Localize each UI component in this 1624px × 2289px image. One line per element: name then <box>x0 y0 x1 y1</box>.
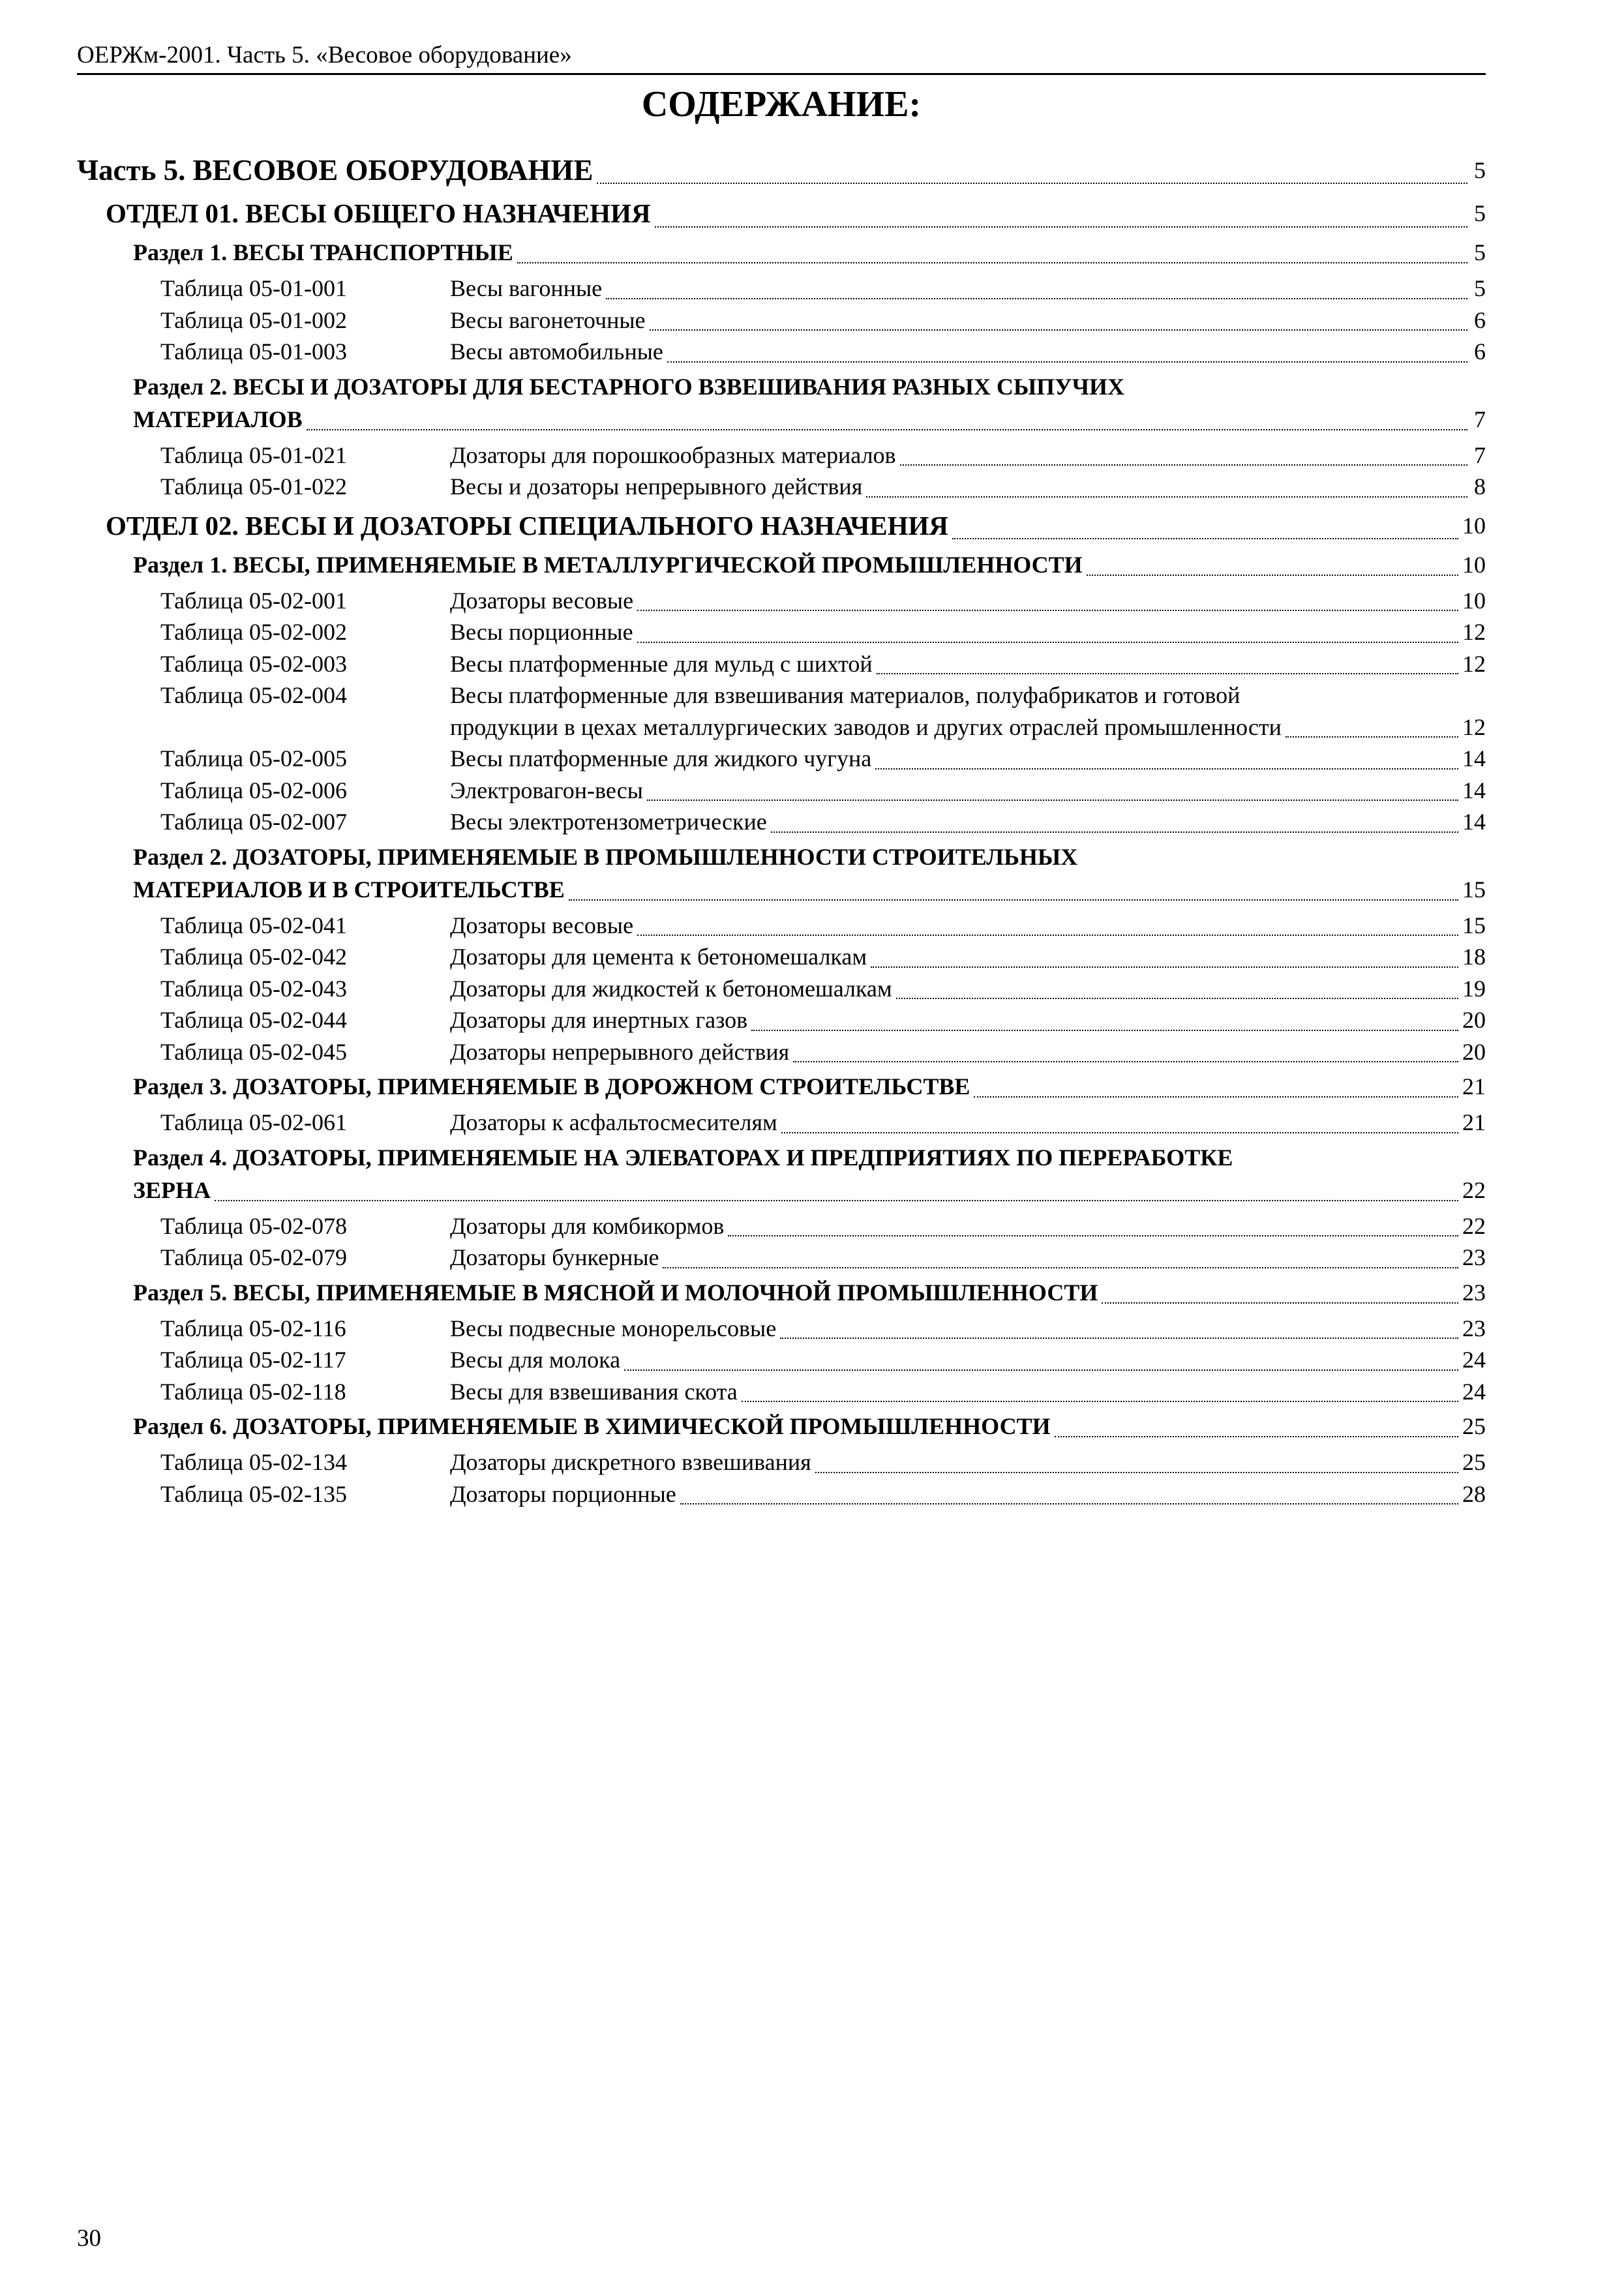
toc-page-number: 23 <box>1462 1315 1486 1341</box>
toc-page-number: 14 <box>1462 777 1486 803</box>
dot-leader <box>1055 1415 1458 1437</box>
table-list <box>77 910 1486 1068</box>
toc-entry-table[interactable] <box>77 273 1486 305</box>
table-code: Таблица 05-02-045 <box>160 1038 347 1065</box>
table-list <box>77 440 1486 503</box>
toc-page-number: 5 <box>1474 200 1486 226</box>
toc-entry-razdel[interactable] <box>77 548 1486 581</box>
table-of-contents <box>77 150 1486 1510</box>
table-list <box>77 1313 1486 1408</box>
table-code: Таблица 05-02-061 <box>160 1109 347 1135</box>
toc-entry-razdel[interactable] <box>77 1410 1486 1443</box>
table-code: Таблица 05-01-022 <box>160 473 347 500</box>
toc-entry-label: Раздел 1. ВЕСЫ, ПРИМЕНЯЕМЫЕ В МЕТАЛЛУРГИЧЕСКОЙ ПРОМЫШЛЕННОСТИ <box>133 551 1083 578</box>
table-title: Дозаторы порционные <box>450 1480 676 1507</box>
table-title: Дозаторы дискретного взвешивания <box>450 1449 811 1475</box>
table-title-line1: Весы платформенные для взвешивания материалов, полуфабрикатов и готовой <box>450 682 1241 708</box>
toc-entry-table[interactable] <box>77 1313 1486 1345</box>
dot-leader <box>663 1246 1458 1268</box>
toc-entry-table[interactable] <box>77 1376 1486 1408</box>
table-title: Дозаторы к асфальтосмесителям <box>450 1109 777 1135</box>
dot-leader <box>781 1111 1458 1133</box>
dot-leader <box>815 1450 1458 1473</box>
toc-entry-label: Раздел 6. ДОЗАТОРЫ, ПРИМЕНЯЕМЫЕ В ХИМИЧЕСКОЙ ПРОМЫШЛЕННОСТИ <box>133 1413 1051 1439</box>
table-code: Таблица 05-02-044 <box>160 1007 347 1033</box>
dot-leader <box>1087 553 1458 575</box>
dot-leader <box>655 202 1467 228</box>
toc-entry-table[interactable] <box>77 305 1486 337</box>
dot-leader <box>866 475 1467 497</box>
table-code: Таблица 05-02-117 <box>160 1347 346 1373</box>
dot-leader <box>793 1040 1458 1062</box>
table-code: Таблица 05-02-007 <box>160 809 347 835</box>
toc-entry-table[interactable] <box>77 1344 1486 1376</box>
page-title: СОДЕРЖАНИЕ: <box>641 84 922 125</box>
dot-leader <box>624 1348 1458 1370</box>
table-code: Таблица 05-02-001 <box>160 587 347 614</box>
table-list <box>77 585 1486 838</box>
toc-page-number: 5 <box>1474 157 1486 183</box>
toc-entry-otdel[interactable] <box>77 193 1486 233</box>
toc-entry-table[interactable] <box>77 910 1486 942</box>
toc-entry-razdel[interactable] <box>77 1070 1486 1103</box>
table-title: Весы порционные <box>450 619 633 645</box>
table-code: Таблица 05-02-005 <box>160 745 347 771</box>
dot-leader <box>307 408 1467 430</box>
toc-page-number: 10 <box>1462 587 1486 614</box>
toc-page-number: 12 <box>1462 650 1486 677</box>
toc-page-number: 6 <box>1474 338 1486 365</box>
table-code: Таблица 05-02-003 <box>160 650 347 677</box>
table-list <box>77 273 1486 368</box>
toc-entry-label: Раздел 1. ВЕСЫ ТРАНСПОРТНЫЕ <box>133 239 513 265</box>
toc-entry-label: Часть 5. ВЕСОВОЕ ОБОРУДОВАНИЕ <box>77 154 594 187</box>
table-title: Дозаторы для инертных газов <box>450 1007 748 1033</box>
table-code: Таблица 05-02-134 <box>160 1449 347 1475</box>
table-title: Весы автомобильные <box>450 338 663 365</box>
toc-entry-table[interactable] <box>77 680 1486 743</box>
table-code: Таблица 05-02-002 <box>160 619 347 645</box>
toc-entry-razdel[interactable] <box>77 236 1486 269</box>
toc-page-number: 22 <box>1462 1212 1486 1239</box>
dot-leader <box>637 589 1458 611</box>
page-number: 30 <box>77 2225 101 2252</box>
dot-leader <box>742 1380 1458 1402</box>
toc-page-number: 7 <box>1474 406 1486 432</box>
dot-leader <box>952 515 1458 540</box>
toc-page-number: 12 <box>1462 619 1486 645</box>
table-title: Дозаторы для жидкостей к бетономешалкам <box>450 975 892 1002</box>
toc-page-number: 5 <box>1474 239 1486 265</box>
toc-page-number: 28 <box>1462 1480 1486 1507</box>
toc-entry-table[interactable] <box>77 1210 1486 1242</box>
toc-entry-table[interactable] <box>77 648 1486 680</box>
toc-page-number: 15 <box>1462 876 1486 903</box>
toc-entry-part[interactable] <box>77 150 1486 190</box>
dot-leader <box>606 277 1467 299</box>
dot-leader <box>667 340 1467 362</box>
toc-entry-label-line1: Раздел 2. ВЕСЫ И ДОЗАТОРЫ ДЛЯ БЕСТАРНОГО ВЗВЕШИВАНИЯ РАЗНЫХ СЫПУЧИХ <box>133 373 1125 400</box>
toc-page-number: 22 <box>1462 1176 1486 1203</box>
toc-entry-label-line2: ЗЕРНА <box>133 1176 211 1203</box>
toc-page-number: 24 <box>1462 1378 1486 1405</box>
toc-entry-razdel[interactable] <box>77 370 1486 436</box>
toc-page-number: 19 <box>1462 975 1486 1002</box>
table-code: Таблица 05-02-118 <box>160 1378 346 1405</box>
toc-page-number: 7 <box>1474 441 1486 468</box>
toc-page-number: 24 <box>1462 1347 1486 1373</box>
dot-leader <box>974 1075 1458 1098</box>
toc-page-number: 20 <box>1462 1007 1486 1033</box>
dot-leader <box>637 914 1458 936</box>
table-title: Дозаторы весовые <box>450 912 634 938</box>
toc-entry-table[interactable] <box>77 941 1486 973</box>
toc-entry-razdel[interactable] <box>77 1276 1486 1309</box>
toc-entry-table[interactable] <box>77 336 1486 368</box>
toc-entry-table[interactable] <box>77 1478 1486 1510</box>
toc-page-number: 10 <box>1462 512 1486 539</box>
toc-entry-label-line2: МАТЕРИАЛОВ <box>133 406 303 432</box>
toc-entry-table[interactable] <box>77 440 1486 471</box>
toc-entry-label-line1: Раздел 2. ДОЗАТОРЫ, ПРИМЕНЯЕМЫЕ В ПРОМЫШЛЕННОСТИ СТРОИТЕЛЬНЫХ <box>133 843 1078 870</box>
dot-leader <box>650 308 1467 331</box>
table-title: Электровагон-весы <box>450 777 643 803</box>
toc-page-number: 23 <box>1462 1244 1486 1270</box>
toc-entry-table[interactable] <box>77 806 1486 838</box>
toc-entry-table[interactable] <box>77 973 1486 1005</box>
table-title: Дозаторы для цемента к бетономешалкам <box>450 944 867 970</box>
table-title: Дозаторы для комбикормов <box>450 1212 725 1239</box>
header-rule <box>77 73 1486 75</box>
toc-entry-table[interactable] <box>77 471 1486 503</box>
table-code: Таблица 05-01-001 <box>160 275 347 301</box>
dot-leader <box>1286 715 1458 738</box>
running-header: ОЕРЖм-2001. Часть 5. «Весовое оборудование» <box>77 42 572 68</box>
toc-entry-razdel[interactable] <box>77 1141 1486 1206</box>
dot-leader <box>680 1482 1458 1504</box>
dot-leader <box>637 620 1458 642</box>
toc-page-number: 10 <box>1462 551 1486 578</box>
table-code: Таблица 05-02-042 <box>160 944 347 970</box>
table-list <box>77 1210 1486 1274</box>
table-list <box>77 1107 1486 1139</box>
table-title: Весы для молока <box>450 1347 621 1373</box>
dot-leader <box>647 779 1458 801</box>
table-title: Весы вагонные <box>450 275 603 301</box>
table-title: Весы электротензометрические <box>450 809 767 835</box>
toc-page-number: 8 <box>1474 473 1486 500</box>
toc-page-number: 21 <box>1462 1073 1486 1100</box>
table-title: продукции в цехах металлургических заводов и других отраслей промышленности <box>450 713 1282 740</box>
toc-entry-table[interactable] <box>77 1004 1486 1036</box>
toc-page-number: 25 <box>1462 1413 1486 1439</box>
toc-entry-label: Раздел 5. ВЕСЫ, ПРИМЕНЯЕМЫЕ В МЯСНОЙ И МОЛОЧНОЙ ПРОМЫШЛЕННОСТИ <box>133 1279 1098 1306</box>
table-title: Весы подвесные монорельсовые <box>450 1315 777 1341</box>
toc-page-number: 12 <box>1462 713 1486 740</box>
table-title: Весы для взвешивания скота <box>450 1378 738 1405</box>
toc-page-number: 5 <box>1474 275 1486 301</box>
dot-leader <box>900 443 1467 466</box>
toc-entry-label: Раздел 3. ДОЗАТОРЫ, ПРИМЕНЯЕМЫЕ В ДОРОЖНОМ СТРОИТЕЛЬСТВЕ <box>133 1073 970 1100</box>
dot-leader <box>517 241 1467 263</box>
dot-leader <box>728 1214 1458 1236</box>
toc-page-number: 14 <box>1462 809 1486 835</box>
toc-entry-label-line1: Раздел 4. ДОЗАТОРЫ, ПРИМЕНЯЕМЫЕ НА ЭЛЕВАТОРАХ И ПРЕДПРИЯТИЯХ ПО ПЕРЕРАБОТКЕ <box>133 1144 1233 1171</box>
dot-leader <box>877 652 1458 674</box>
dot-leader <box>751 1008 1458 1030</box>
dot-leader <box>771 810 1458 832</box>
dot-leader <box>597 157 1467 185</box>
table-code: Таблица 05-02-135 <box>160 1480 347 1507</box>
toc-page-number: 20 <box>1462 1038 1486 1065</box>
toc-entry-table[interactable] <box>77 1036 1486 1068</box>
toc-entry-table[interactable] <box>77 743 1486 775</box>
toc-entry-table[interactable] <box>77 585 1486 617</box>
table-code: Таблица 05-02-116 <box>160 1315 346 1341</box>
table-title: Весы платформенные для жидкого чугуна <box>450 745 872 771</box>
toc-entry-table[interactable] <box>77 1107 1486 1139</box>
toc-entry-otdel[interactable] <box>77 505 1486 546</box>
toc-page-number: 6 <box>1474 307 1486 333</box>
table-list <box>77 1446 1486 1510</box>
toc-entry-label: ОТДЕЛ 02. ВЕСЫ И ДОЗАТОРЫ СПЕЦИАЛЬНОГО НАЗНАЧЕНИЯ <box>106 510 949 541</box>
toc-entry-table[interactable] <box>77 1242 1486 1274</box>
table-code: Таблица 05-02-041 <box>160 912 347 938</box>
table-title: Весы платформенные для мульд с шихтой <box>450 650 873 677</box>
toc-entry-label-line2: МАТЕРИАЛОВ И В СТРОИТЕЛЬСТВЕ <box>133 876 565 903</box>
dot-leader <box>569 878 1458 900</box>
toc-page-number: 14 <box>1462 745 1486 771</box>
dot-leader <box>1102 1281 1458 1303</box>
table-title: Дозаторы бункерные <box>450 1244 659 1270</box>
table-title: Весы вагонеточные <box>450 307 646 333</box>
toc-page-number: 15 <box>1462 912 1486 938</box>
table-title: Дозаторы для порошкообразных материалов <box>450 441 896 468</box>
dot-leader <box>875 747 1458 769</box>
toc-entry-razdel[interactable] <box>77 841 1486 906</box>
table-code: Таблица 05-01-002 <box>160 307 347 333</box>
dot-leader <box>780 1317 1458 1339</box>
table-title: Дозаторы весовые <box>450 587 634 614</box>
toc-page-number: 18 <box>1462 944 1486 970</box>
dot-leader <box>215 1178 1458 1201</box>
table-code: Таблица 05-02-004 <box>160 682 347 708</box>
table-code: Таблица 05-02-043 <box>160 975 347 1002</box>
toc-entry-label: ОТДЕЛ 01. ВЕСЫ ОБЩЕГО НАЗНАЧЕНИЯ <box>106 198 651 228</box>
table-code: Таблица 05-01-021 <box>160 441 347 468</box>
dot-leader <box>871 945 1458 967</box>
toc-entry-table[interactable] <box>77 1446 1486 1478</box>
table-code: Таблица 05-01-003 <box>160 338 347 365</box>
toc-page-number: 23 <box>1462 1279 1486 1306</box>
table-code: Таблица 05-02-078 <box>160 1212 347 1239</box>
table-title: Дозаторы непрерывного действия <box>450 1038 790 1065</box>
toc-page-number: 21 <box>1462 1109 1486 1135</box>
table-title: Весы и дозаторы непрерывного действия <box>450 473 863 500</box>
toc-entry-table[interactable] <box>77 616 1486 648</box>
dot-leader <box>896 977 1458 999</box>
table-code: Таблица 05-02-079 <box>160 1244 347 1270</box>
toc-page-number: 25 <box>1462 1449 1486 1475</box>
table-code: Таблица 05-02-006 <box>160 777 347 803</box>
toc-entry-table[interactable] <box>77 775 1486 807</box>
